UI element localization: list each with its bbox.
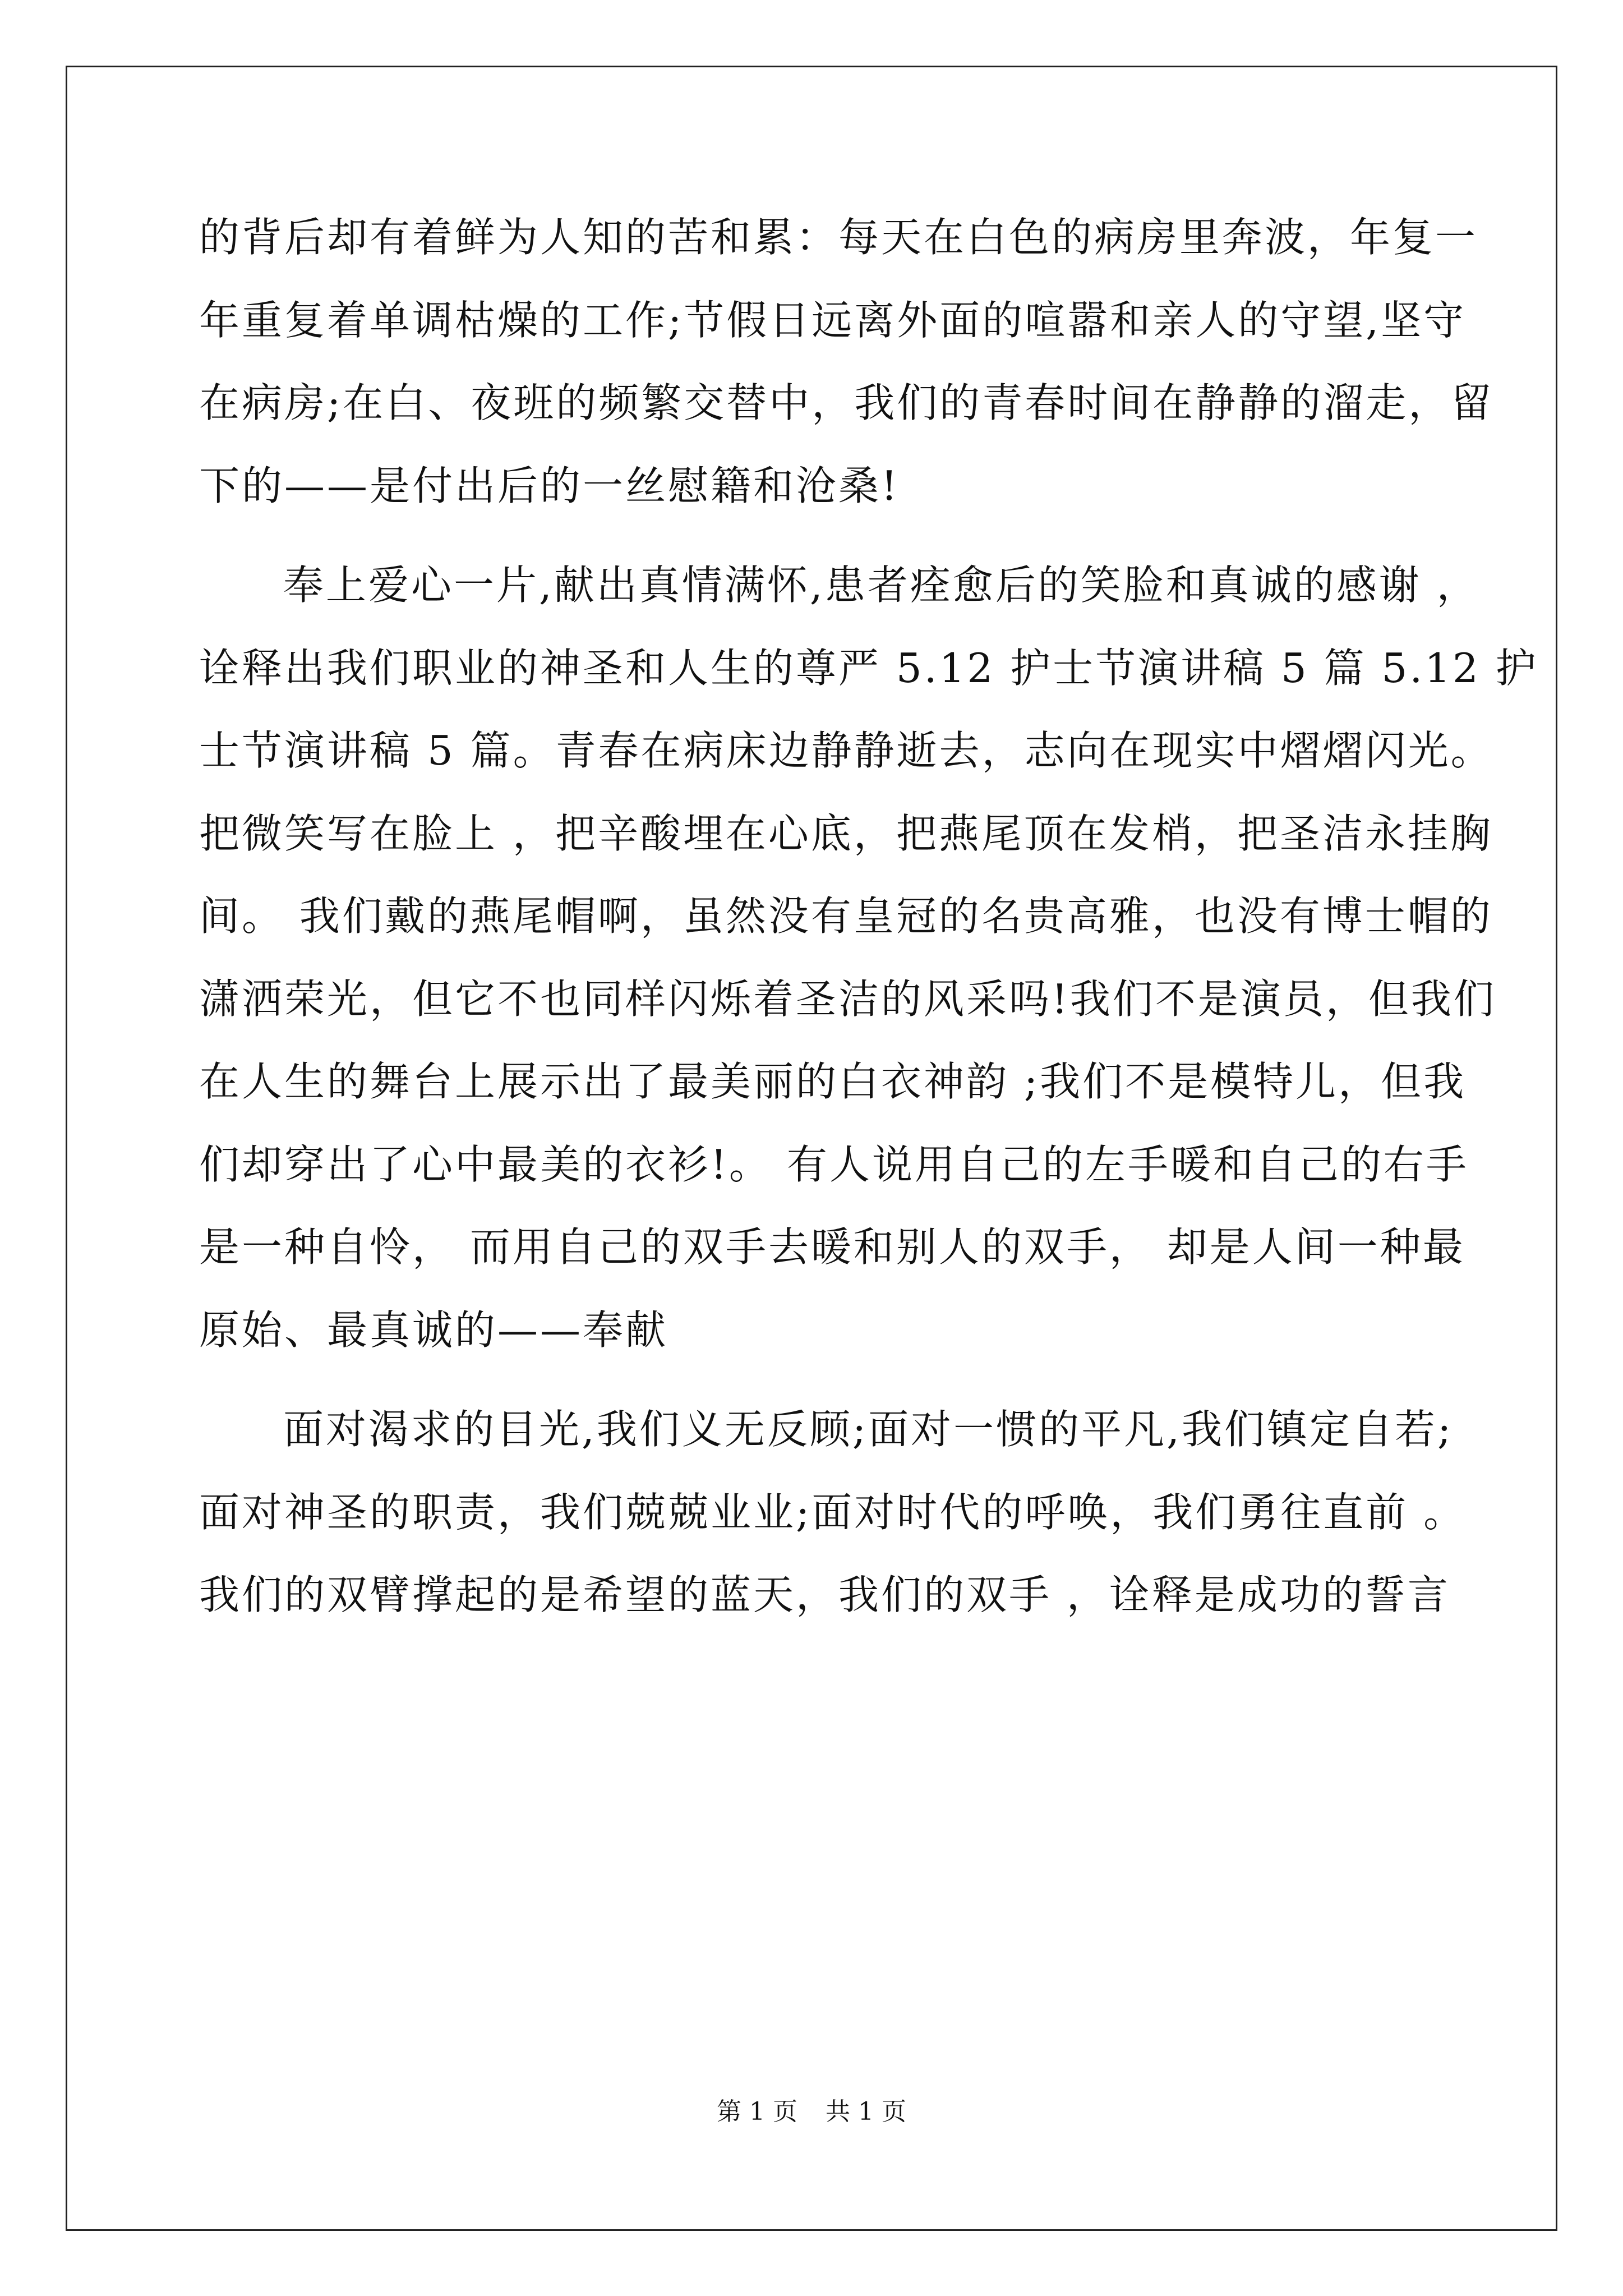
text-line: 是一种自怜， 而用自己的双手去暖和别人的双手， 却是人间一种最	[199, 1223, 1465, 1271]
paragraph-first-line: 面对渴求的目光,我们义无反顾;面对一惯的平凡,我们镇定自若;	[283, 1406, 1454, 1453]
page-total: 共 1 页	[826, 2097, 906, 2126]
text-line: 把微笑写在脸上 ，把辛酸埋在心底，把燕尾顶在发梢，把圣洁永挂胸	[199, 809, 1493, 857]
page-number: 第 1 页	[717, 2097, 797, 2126]
document-body	[199, 196, 1538, 1637]
text-line: 的背后却有着鲜为人知的苦和累：每天在白色的病房里奔波，年复一	[199, 214, 1478, 261]
page-footer	[0, 2095, 1623, 2129]
text-line: 面对神圣的职责，我们兢兢业业;面对时代的呼唤，我们勇往直前 。	[199, 1488, 1467, 1536]
text-line: 间。 我们戴的燕尾帽啊，虽然没有皇冠的名贵高雅，也没有博士帽的	[199, 892, 1493, 940]
text-line: 士节演讲稿 5 篇。青春在病床边静静逝去，志向在现实中熠熠闪光。	[199, 727, 1493, 774]
text-line: 们却穿出了心中最美的衣衫!。 有人说用自己的左手暖和自己的右手	[199, 1140, 1469, 1188]
text-line: 潇洒荣光，但它不也同样闪烁着圣洁的风采吗!我们不是演员，但我们	[199, 975, 1496, 1023]
text-line: 在人生的舞台上展示出了最美丽的白衣神韵 ;我们不是模特儿，但我	[199, 1058, 1467, 1105]
text-line: 原始、最真诚的——奉献	[199, 1306, 668, 1354]
text-line: 年重复着单调枯燥的工作;节假日远离外面的喧嚣和亲人的守望,坚守	[199, 296, 1467, 344]
paragraph-first-line: 奉上爱心一片,献出真情满怀,患者痊愈后的笑脸和真诚的感谢 ，	[283, 562, 1479, 609]
text-line: 诠释出我们职业的神圣和人生的尊严 5.12 护士节演讲稿 5 篇 5.12 护	[199, 644, 1538, 692]
text-line: 在病房;在白、夜班的频繁交替中，我们的青春时间在静静的溜走，留	[199, 379, 1494, 426]
text-line: 我们的双臂撑起的是希望的蓝天，我们的双手 ，诠释是成功的誓言	[199, 1571, 1450, 1618]
text-line: 下的——是付出后的一丝慰籍和沧桑!	[199, 462, 900, 509]
